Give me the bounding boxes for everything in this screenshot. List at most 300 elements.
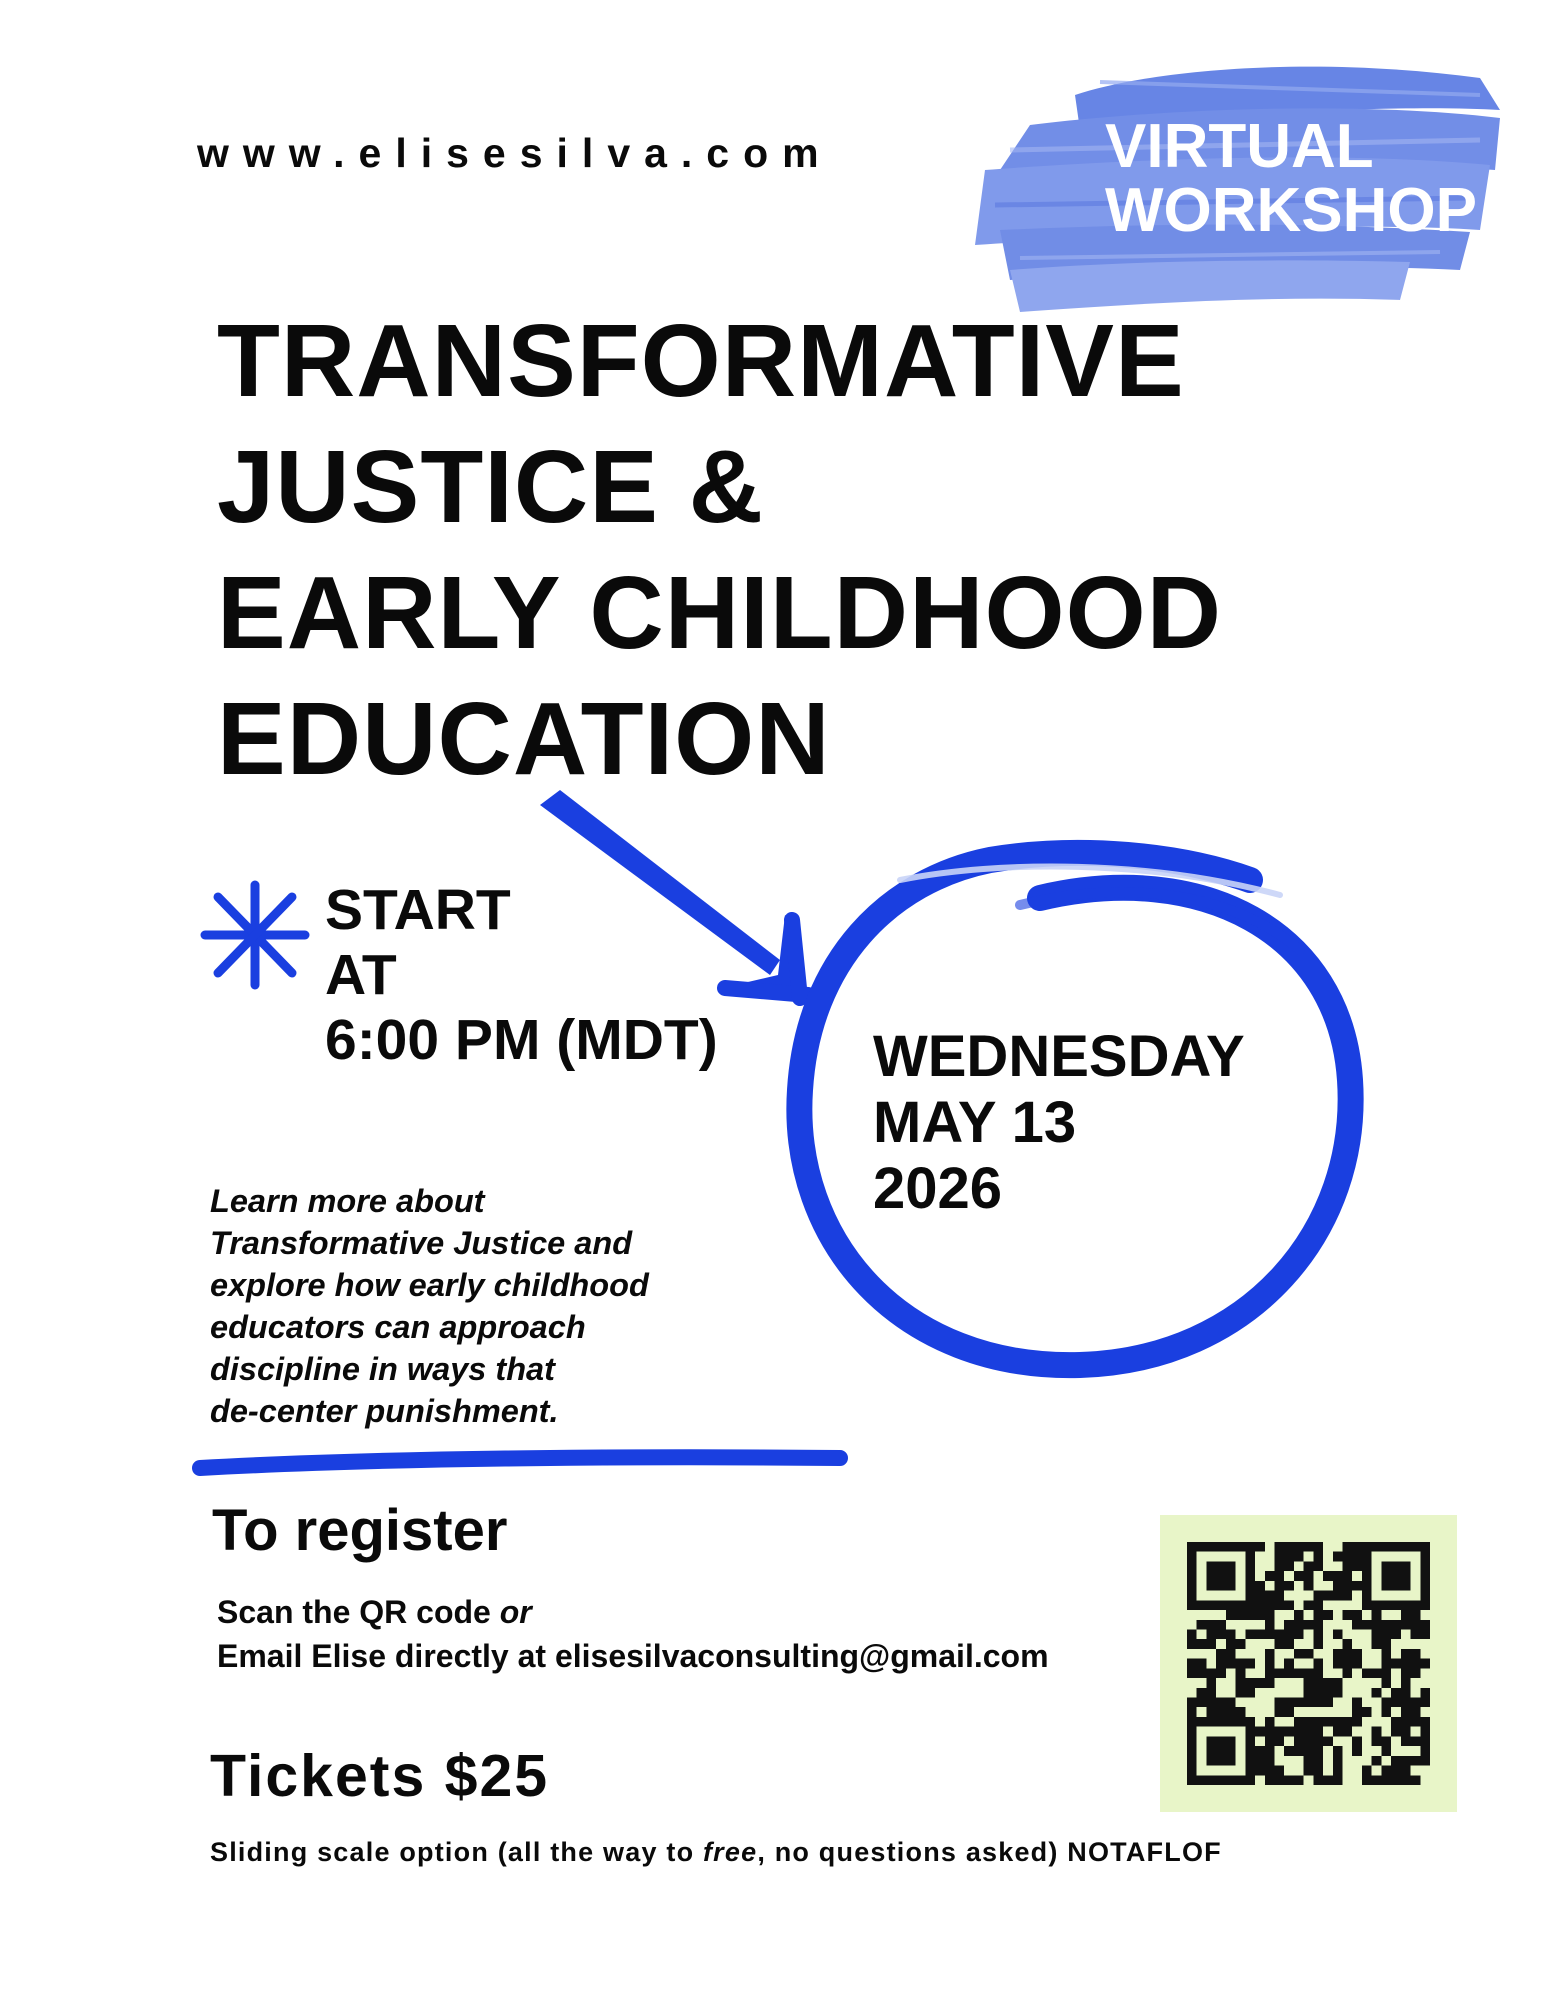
qr-module: [1226, 1649, 1236, 1659]
qr-module: [1333, 1688, 1343, 1698]
qr-module: [1274, 1561, 1284, 1571]
qr-module: [1206, 1571, 1216, 1581]
qr-module: [1420, 1736, 1430, 1746]
qr-module: [1343, 1659, 1353, 1669]
qr-module: [1187, 1746, 1197, 1756]
qr-module: [1313, 1591, 1323, 1601]
qr-module: [1187, 1561, 1197, 1571]
qr-module: [1206, 1561, 1216, 1571]
qr-module: [1197, 1668, 1207, 1678]
qr-module: [1401, 1727, 1411, 1737]
qr-module: [1245, 1571, 1255, 1581]
qr-module: [1372, 1600, 1382, 1610]
qr-module: [1226, 1581, 1236, 1591]
qr-module: [1352, 1552, 1362, 1562]
qr-module: [1372, 1668, 1382, 1678]
qr-module: [1411, 1610, 1421, 1620]
qr-module: [1362, 1542, 1372, 1552]
description-line: explore how early childhood: [210, 1267, 649, 1303]
qr-module: [1323, 1591, 1333, 1601]
qr-module: [1391, 1727, 1401, 1737]
qr-module: [1381, 1766, 1391, 1776]
qr-module: [1381, 1668, 1391, 1678]
qr-module: [1313, 1688, 1323, 1698]
qr-module: [1411, 1717, 1421, 1727]
qr-module: [1265, 1756, 1275, 1766]
qr-module: [1391, 1766, 1401, 1776]
qr-module: [1187, 1639, 1197, 1649]
qr-module: [1206, 1600, 1216, 1610]
qr-module: [1362, 1571, 1372, 1581]
qr-module: [1362, 1707, 1372, 1717]
qr-module: [1343, 1591, 1353, 1601]
qr-module: [1343, 1668, 1353, 1678]
qr-module: [1284, 1600, 1294, 1610]
sliding-post: , no questions asked) NOTAFLOF: [757, 1837, 1222, 1867]
qr-module: [1216, 1600, 1226, 1610]
qr-module: [1304, 1600, 1314, 1610]
virtual-workshop-badge: [1105, 112, 1477, 245]
qr-module: [1265, 1727, 1275, 1737]
qr-module: [1226, 1698, 1236, 1708]
qr-module: [1255, 1600, 1265, 1610]
qr-module: [1411, 1629, 1421, 1639]
description-line: discipline in ways that: [210, 1351, 555, 1387]
qr-module: [1313, 1620, 1323, 1630]
qr-module: [1333, 1659, 1343, 1669]
qr-module: [1274, 1727, 1284, 1737]
qr-module: [1323, 1775, 1333, 1785]
qr-module: [1265, 1649, 1275, 1659]
qr-module: [1187, 1629, 1197, 1639]
qr-module: [1206, 1698, 1216, 1708]
qr-module: [1304, 1649, 1314, 1659]
qr-module: [1187, 1717, 1197, 1727]
qr-module: [1197, 1542, 1207, 1552]
qr-module: [1391, 1561, 1401, 1571]
qr-module: [1352, 1542, 1362, 1552]
qr-module: [1381, 1707, 1391, 1717]
qr-module: [1313, 1746, 1323, 1756]
qr-module: [1401, 1698, 1411, 1708]
qr-module: [1206, 1775, 1216, 1785]
qr-module: [1245, 1746, 1255, 1756]
qr-module: [1265, 1610, 1275, 1620]
qr-module: [1216, 1746, 1226, 1756]
qr-module: [1187, 1775, 1197, 1785]
qr-module: [1265, 1717, 1275, 1727]
qr-module: [1411, 1542, 1421, 1552]
qr-module: [1226, 1629, 1236, 1639]
qr-module: [1206, 1717, 1216, 1727]
qr-module: [1274, 1707, 1284, 1717]
title-line: TRANSFORMATIVE: [217, 303, 1185, 418]
qr-module: [1245, 1678, 1255, 1688]
qr-module: [1245, 1659, 1255, 1669]
qr-module: [1333, 1766, 1343, 1776]
qr-module: [1372, 1542, 1382, 1552]
qr-module: [1343, 1727, 1353, 1737]
qr-module: [1294, 1542, 1304, 1552]
workshop-title: [217, 298, 1222, 802]
start-time-value: 6:00 PM (MDT): [325, 1008, 718, 1072]
qr-module: [1265, 1600, 1275, 1610]
qr-module: [1420, 1600, 1430, 1610]
qr-module: [1333, 1678, 1343, 1688]
qr-module: [1313, 1639, 1323, 1649]
qr-module: [1255, 1746, 1265, 1756]
qr-module: [1362, 1766, 1372, 1776]
qr-module: [1333, 1591, 1343, 1601]
qr-module: [1381, 1581, 1391, 1591]
qr-module: [1420, 1620, 1430, 1630]
qr-module: [1255, 1542, 1265, 1552]
qr-module: [1245, 1561, 1255, 1571]
website-url[interactable]: www.elisesilva.com: [197, 130, 833, 176]
workshop-description: [210, 1180, 649, 1432]
qr-module: [1411, 1775, 1421, 1785]
description-line: Transformative Justice and: [210, 1225, 633, 1261]
qr-module: [1381, 1629, 1391, 1639]
qr-module: [1401, 1600, 1411, 1610]
qr-module: [1304, 1620, 1314, 1630]
qr-module: [1245, 1727, 1255, 1737]
qr-module: [1391, 1698, 1401, 1708]
qr-module: [1216, 1561, 1226, 1571]
qr-module: [1284, 1552, 1294, 1562]
qr-module: [1343, 1639, 1353, 1649]
qr-module: [1187, 1668, 1197, 1678]
qr-module: [1401, 1707, 1411, 1717]
qr-module: [1401, 1736, 1411, 1746]
qr-module: [1284, 1698, 1294, 1708]
qr-module: [1226, 1707, 1236, 1717]
qr-module: [1226, 1746, 1236, 1756]
qr-module: [1284, 1620, 1294, 1630]
qr-module: [1236, 1659, 1246, 1669]
qr-module: [1284, 1639, 1294, 1649]
qr-module: [1304, 1571, 1314, 1581]
qr-module: [1401, 1649, 1411, 1659]
asterisk-icon: [205, 885, 305, 985]
qr-module: [1401, 1659, 1411, 1669]
qr-module: [1294, 1649, 1304, 1659]
qr-module: [1187, 1736, 1197, 1746]
qr-module: [1294, 1717, 1304, 1727]
qr-module: [1391, 1571, 1401, 1581]
qr-module: [1343, 1717, 1353, 1727]
qr-module: [1411, 1659, 1421, 1669]
qr-module: [1372, 1639, 1382, 1649]
qr-module: [1284, 1629, 1294, 1639]
qr-module: [1333, 1629, 1343, 1639]
qr-module: [1304, 1581, 1314, 1591]
qr-module: [1362, 1620, 1372, 1630]
qr-module: [1197, 1688, 1207, 1698]
qr-module: [1274, 1766, 1284, 1776]
qr-module: [1381, 1736, 1391, 1746]
qr-module: [1304, 1746, 1314, 1756]
qr-module: [1206, 1620, 1216, 1630]
qr-module: [1294, 1746, 1304, 1756]
qr-module: [1333, 1775, 1343, 1785]
scan-text: Scan the QR code: [217, 1594, 500, 1630]
qr-module: [1206, 1688, 1216, 1698]
underline-stroke: [200, 1457, 840, 1468]
qr-module: [1245, 1610, 1255, 1620]
qr-module: [1284, 1659, 1294, 1669]
qr-module: [1352, 1698, 1362, 1708]
qr-module: [1187, 1581, 1197, 1591]
qr-module: [1420, 1698, 1430, 1708]
qr-module: [1304, 1727, 1314, 1737]
qr-module: [1372, 1620, 1382, 1630]
qr-module: [1265, 1766, 1275, 1776]
qr-module: [1401, 1668, 1411, 1678]
qr-module: [1265, 1629, 1275, 1639]
qr-module: [1420, 1717, 1430, 1727]
qr-module: [1333, 1727, 1343, 1737]
qr-module: [1401, 1571, 1411, 1581]
qr-module: [1411, 1649, 1421, 1659]
qr-module: [1362, 1561, 1372, 1571]
qr-module: [1362, 1668, 1372, 1678]
qr-module: [1420, 1552, 1430, 1562]
qr-module: [1343, 1552, 1353, 1562]
qr-module: [1226, 1610, 1236, 1620]
qr-module: [1381, 1746, 1391, 1756]
qr-module: [1333, 1756, 1343, 1766]
qr-module: [1420, 1571, 1430, 1581]
qr-module: [1216, 1707, 1226, 1717]
qr-module: [1294, 1552, 1304, 1562]
qr-code-box[interactable]: [1160, 1515, 1457, 1812]
qr-module: [1216, 1698, 1226, 1708]
qr-module: [1187, 1552, 1197, 1562]
qr-module: [1245, 1591, 1255, 1601]
qr-module: [1304, 1678, 1314, 1688]
qr-module: [1245, 1581, 1255, 1591]
qr-module: [1255, 1581, 1265, 1591]
qr-module: [1274, 1639, 1284, 1649]
qr-module: [1187, 1727, 1197, 1737]
qr-module: [1352, 1620, 1362, 1630]
qr-module: [1381, 1775, 1391, 1785]
qr-module: [1265, 1736, 1275, 1746]
qr-module: [1381, 1649, 1391, 1659]
qr-module: [1187, 1756, 1197, 1766]
qr-module: [1294, 1620, 1304, 1630]
sliding-free: free: [702, 1837, 758, 1867]
qr-module: [1236, 1707, 1246, 1717]
qr-module: [1274, 1591, 1284, 1601]
start-line: START: [325, 878, 511, 942]
qr-module: [1372, 1736, 1382, 1746]
qr-module: [1284, 1707, 1294, 1717]
qr-module: [1216, 1571, 1226, 1581]
qr-module: [1265, 1746, 1275, 1756]
qr-module: [1313, 1775, 1323, 1785]
qr-module: [1226, 1756, 1236, 1766]
qr-module: [1352, 1736, 1362, 1746]
qr-module: [1401, 1688, 1411, 1698]
qr-module: [1265, 1620, 1275, 1630]
qr-module: [1304, 1688, 1314, 1698]
qr-module: [1245, 1542, 1255, 1552]
qr-module: [1420, 1756, 1430, 1766]
qr-module: [1274, 1698, 1284, 1708]
qr-module: [1226, 1561, 1236, 1571]
qr-module: [1265, 1775, 1275, 1785]
qr-module: [1304, 1698, 1314, 1708]
qr-module: [1226, 1571, 1236, 1581]
badge-line-1: VIRTUAL: [1105, 112, 1374, 181]
qr-module: [1381, 1698, 1391, 1708]
qr-module: [1333, 1552, 1343, 1562]
qr-module: [1206, 1542, 1216, 1552]
qr-module: [1352, 1717, 1362, 1727]
qr-module: [1381, 1639, 1391, 1649]
qr-module: [1420, 1746, 1430, 1756]
qr-module: [1323, 1736, 1333, 1746]
qr-module: [1420, 1561, 1430, 1571]
qr-module: [1216, 1668, 1226, 1678]
qr-module: [1313, 1678, 1323, 1688]
qr-module: [1245, 1552, 1255, 1562]
qr-module: [1411, 1698, 1421, 1708]
email-instruction[interactable]: Email Elise directly at elisesilvaconsulting@gmail.com: [217, 1638, 1049, 1674]
qr-module: [1274, 1668, 1284, 1678]
qr-module: [1187, 1766, 1197, 1776]
qr-module: [1284, 1746, 1294, 1756]
qr-module: [1420, 1629, 1430, 1639]
title-line: EARLY CHILDHOOD: [217, 555, 1223, 670]
qr-module: [1420, 1727, 1430, 1737]
qr-module: [1313, 1561, 1323, 1571]
qr-module: [1381, 1561, 1391, 1571]
qr-module: [1343, 1581, 1353, 1591]
qr-module: [1187, 1600, 1197, 1610]
qr-module: [1381, 1659, 1391, 1669]
qr-module: [1274, 1629, 1284, 1639]
qr-module: [1255, 1610, 1265, 1620]
qr-module: [1362, 1581, 1372, 1591]
qr-module: [1206, 1678, 1216, 1688]
qr-module: [1352, 1659, 1362, 1669]
qr-module: [1206, 1639, 1216, 1649]
qr-module: [1197, 1698, 1207, 1708]
qr-module: [1197, 1639, 1207, 1649]
qr-module: [1420, 1591, 1430, 1601]
qr-module: [1313, 1717, 1323, 1727]
qr-module: [1411, 1668, 1421, 1678]
qr-module: [1343, 1610, 1353, 1620]
qr-module: [1381, 1542, 1391, 1552]
qr-module: [1313, 1698, 1323, 1708]
qr-module: [1362, 1552, 1372, 1562]
qr-code[interactable]: [1187, 1542, 1430, 1785]
qr-module: [1304, 1717, 1314, 1727]
qr-module: [1206, 1736, 1216, 1746]
date-weekday: WEDNESDAY: [873, 1024, 1245, 1089]
description-line: educators can approach: [210, 1309, 586, 1345]
qr-module: [1294, 1736, 1304, 1746]
qr-module: [1274, 1542, 1284, 1552]
qr-module: [1372, 1727, 1382, 1737]
qr-module: [1362, 1591, 1372, 1601]
qr-module: [1391, 1717, 1401, 1727]
date-month-day: MAY 13: [873, 1090, 1077, 1155]
qr-module: [1304, 1561, 1314, 1571]
qr-module: [1420, 1581, 1430, 1591]
qr-module: [1343, 1561, 1353, 1571]
qr-module: [1411, 1600, 1421, 1610]
qr-module: [1236, 1678, 1246, 1688]
qr-module: [1420, 1542, 1430, 1552]
qr-module: [1197, 1659, 1207, 1669]
qr-module: [1352, 1707, 1362, 1717]
qr-module: [1245, 1756, 1255, 1766]
qr-module: [1313, 1756, 1323, 1766]
qr-module: [1304, 1756, 1314, 1766]
qr-module: [1381, 1571, 1391, 1581]
qr-module: [1352, 1746, 1362, 1756]
ticket-price: Tickets $25: [210, 1743, 550, 1809]
sliding-scale-note: [210, 1837, 1222, 1868]
qr-module: [1274, 1775, 1284, 1785]
qr-module: [1245, 1600, 1255, 1610]
qr-module: [1304, 1542, 1314, 1552]
qr-module: [1304, 1766, 1314, 1776]
qr-module: [1381, 1600, 1391, 1610]
qr-module: [1333, 1649, 1343, 1659]
qr-module: [1245, 1629, 1255, 1639]
qr-module: [1333, 1581, 1343, 1591]
qr-module: [1236, 1639, 1246, 1649]
qr-module: [1343, 1649, 1353, 1659]
qr-module: [1245, 1766, 1255, 1776]
qr-module: [1255, 1766, 1265, 1776]
qr-module: [1206, 1746, 1216, 1756]
qr-module: [1333, 1717, 1343, 1727]
qr-module: [1274, 1600, 1284, 1610]
qr-module: [1226, 1775, 1236, 1785]
qr-module: [1352, 1610, 1362, 1620]
qr-module: [1391, 1581, 1401, 1591]
date-year: 2026: [873, 1156, 1003, 1221]
qr-module: [1333, 1571, 1343, 1581]
qr-module: [1401, 1581, 1411, 1591]
qr-module: [1343, 1542, 1353, 1552]
title-line: EDUCATION: [217, 681, 831, 796]
qr-module: [1265, 1591, 1275, 1601]
scan-or: or: [499, 1594, 532, 1630]
qr-module: [1313, 1610, 1323, 1620]
description-line: de-center punishment.: [210, 1393, 559, 1429]
qr-module: [1343, 1571, 1353, 1581]
qr-module: [1236, 1600, 1246, 1610]
start-time: [325, 878, 718, 1073]
qr-module: [1372, 1629, 1382, 1639]
scan-instruction: [217, 1590, 1049, 1634]
qr-module: [1284, 1542, 1294, 1552]
qr-module: [1216, 1659, 1226, 1669]
qr-module: [1187, 1698, 1197, 1708]
qr-module: [1226, 1717, 1236, 1727]
qr-module: [1391, 1775, 1401, 1785]
qr-module: [1226, 1600, 1236, 1610]
qr-module: [1313, 1659, 1323, 1669]
